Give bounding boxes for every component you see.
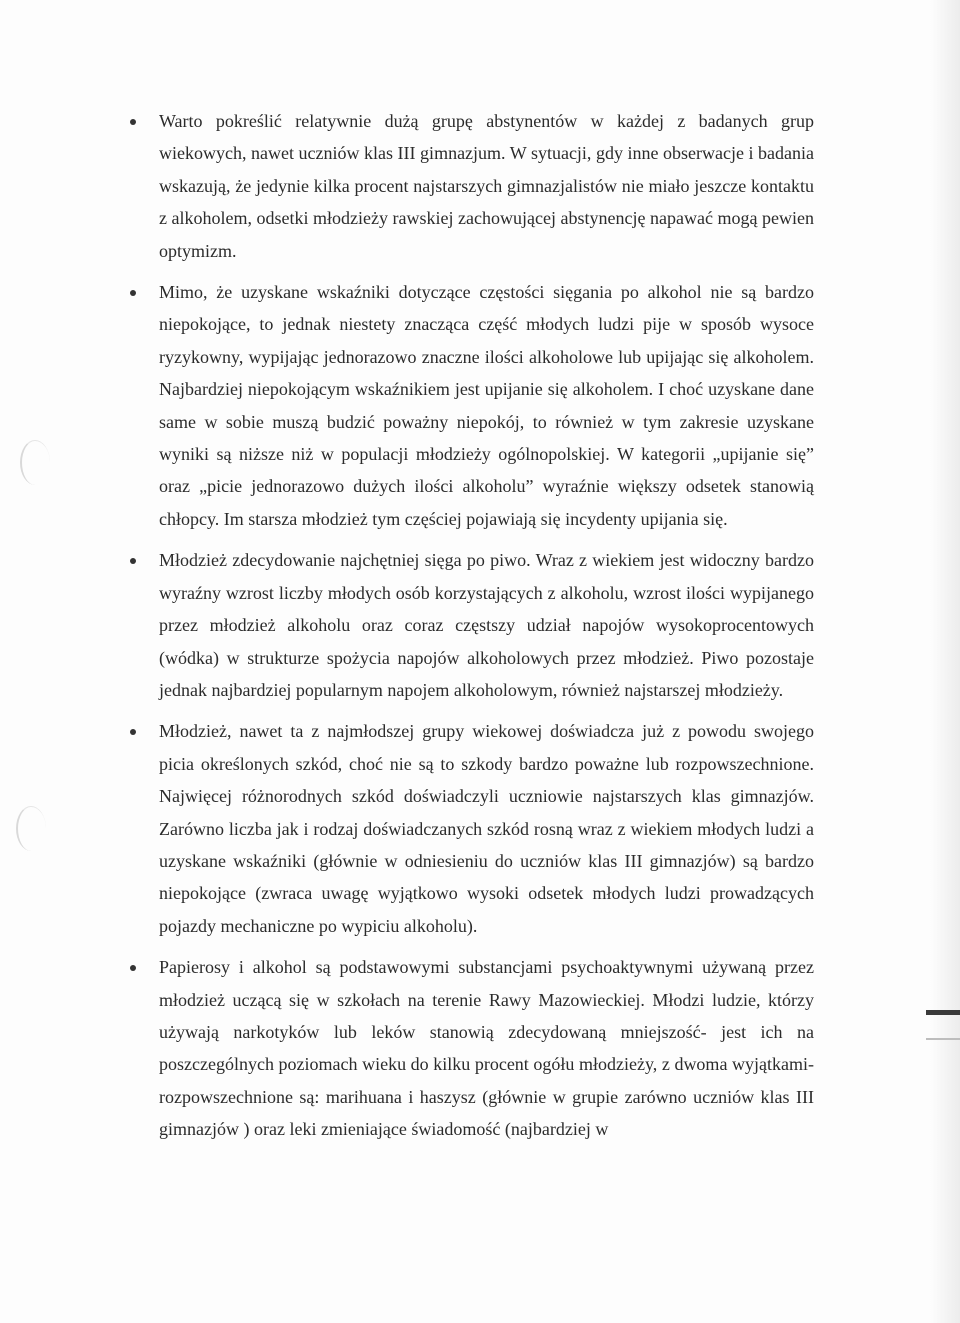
bullet-dot <box>130 290 136 296</box>
bullet-dot <box>130 558 136 564</box>
page-edge-shadow <box>930 0 960 1323</box>
bullet-list <box>130 105 814 1155</box>
bullet-text: Papierosy i alkohol są podstawowymi substancjami psychoaktywnymi używaną przez młodzież uczącą się w szkołach na terenie Rawy Mazowieckiej. Młodzi ludzie, którzy używają narkotyków lub leków stanowią zdecydowaną mniejszość- jest ich na poszczególnych poziomach wieku do kilku procent ogółu młodzieży, z dwoma wyjątkami- rozpowszechnione są: marihuana i haszysz (głównie w grupie zarówno uczniów klas III gimnazjów ) oraz leki zmieniające świadomość (najbardziej w <box>159 957 814 1140</box>
bullet-item-4 <box>130 715 814 942</box>
bullet-dot <box>130 729 136 735</box>
bullet-item-5 <box>130 951 814 1145</box>
edge-scan-mark <box>926 1010 960 1015</box>
bullet-item-2 <box>130 276 814 535</box>
bullet-item-3 <box>130 544 814 706</box>
edge-scan-mark <box>926 1038 960 1040</box>
punch-hole-mark <box>16 806 46 851</box>
bullet-dot <box>130 119 136 125</box>
bullet-text: Warto pokreślić relatywnie dużą grupę abstynentów w każdej z badanych grup wiekowych, nawet uczniów klas III gimnazjum. W sytuacji, gdy inne obserwacje i badania wskazują, że jedynie kilka procent najstarszych gimnazjalistów nie miało jeszcze kontaktu z alkoholem, odsetki młodzieży rawskiej zachowującej abstynencję napawać mogą pewien optymizm. <box>159 111 814 261</box>
punch-hole-mark <box>20 440 50 485</box>
bullet-text: Młodzież zdecydowanie najchętniej sięga po piwo. Wraz z wiekiem jest widoczny bardzo wyraźny wzrost liczby młodych osób korzystających z alkoholu, wzrost ilości wypijanego przez młodzież alkoholu oraz coraz częstszy udział napojów wysokoprocentowych (wódka) w strukturze spożycia napojów alkoholowych przez młodzież. Piwo pozostaje jednak najbardziej popularnym napojem alkoholowym, również najstarszej młodzieży. <box>159 550 814 700</box>
bullet-text: Mimo, że uzyskane wskaźniki dotyczące częstości sięgania po alkohol nie są bardzo niepokojące, to jednak niestety znacząca część młodych ludzi pije w sposób wysoce ryzykowny, wypijając jednorazowo znaczne ilości alkoholowe lub upijając się alkoholem. Najbardziej niepokojącym wskaźnikiem jest upijanie się alkoholem. I choć uzyskane dane same w sobie muszą budzić poważny niepokój, to również w tym zakresie uzyskane wyniki są niższe niż w populacji młodzieży ogólnopolskiej. W kategorii „upijanie się” oraz „picie jednorazowo dużych ilości alkoholu” wyraźnie większy odsetek stanowią chłopcy. Im starsza młodzież tym częściej pojawiają się incydenty upijania się. <box>159 282 814 529</box>
bullet-item-1 <box>130 105 814 267</box>
bullet-dot <box>130 965 136 971</box>
bullet-text: Młodzież, nawet ta z najmłodszej grupy wiekowej doświadcza już z powodu swojego picia określonych szkód, choć nie są to szkody bardzo poważne lub rozpowszechnione. Najwięcej różnorodnych szkód doświadczyli uczniowie najstarszych klas gimnazjów. Zarówno liczba jak i rodzaj doświadczanych szkód rosną wraz z wiekiem młodych ludzi a uzyskane wskaźniki (głównie w odniesieniu do uczniów klas III gimnazjów) są bardzo niepokojące (zwraca uwagę wyjątkowo wysoki odsetek młodych ludzi prowadzących pojazdy mechaniczne po wypiciu alkoholu). <box>159 721 814 936</box>
